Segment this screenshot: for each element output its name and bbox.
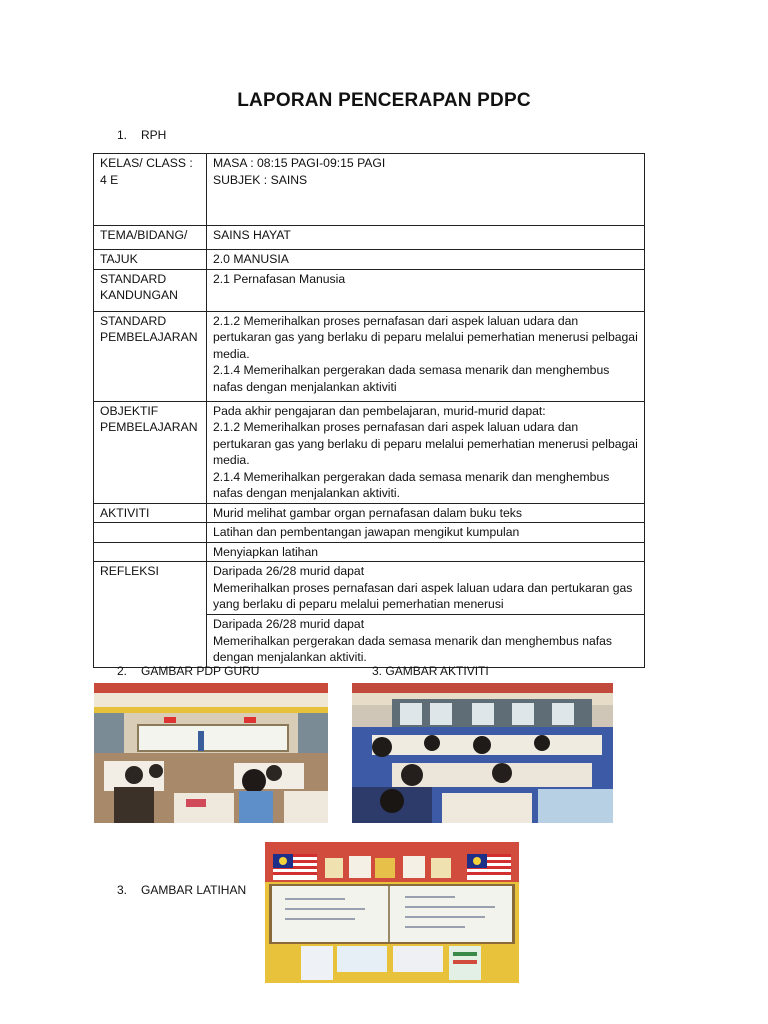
- sk-label-cell: [94, 269, 207, 311]
- refleksi-value: Memerihalkan pergerakan dada semasa menarik dan menghembus nafas dengan menjalankan aktiviti.: [213, 633, 613, 664]
- table-row: [94, 562, 645, 615]
- empty-cell: [94, 542, 207, 562]
- op-value-cell: [207, 401, 645, 503]
- refleksi-value: Daripada 26/28 murid dapat: [213, 617, 365, 631]
- tajuk-label: TAJUK: [94, 250, 207, 270]
- section-number: 2.: [117, 664, 128, 678]
- aktiviti-item: Menyiapkan latihan: [207, 542, 645, 562]
- refleksi-cell: [207, 562, 645, 615]
- sp-value: 2.1.2 Memerihalkan proses pernafasan dari aspek laluan udara dan pertukaran gas yang berlaku di peparu melalui pemerhatian menerusi pelbagai media.: [213, 313, 638, 361]
- kelas-label-cell: [94, 154, 207, 226]
- refleksi-value: Daripada 26/28 murid dapat: [213, 564, 365, 578]
- table-row: [94, 542, 645, 562]
- op-value: Pada akhir pengajaran dan pembelajaran, murid-murid dapat:: [213, 403, 546, 418]
- sk-label: KANDUNGAN: [100, 288, 178, 302]
- op-label: PEMBELAJARAN: [100, 420, 198, 434]
- table-row: [94, 250, 645, 270]
- masa-cell: [207, 154, 645, 226]
- section-label: GAMBAR AKTIVITI: [385, 664, 489, 678]
- sp-label-cell: [94, 311, 207, 401]
- table-row: [94, 269, 645, 311]
- sk-value: 2.1 Pernafasan Manusia: [207, 269, 645, 311]
- classroom-photo-activity: [352, 683, 613, 823]
- aktiviti-label: AKTIVITI: [94, 503, 207, 523]
- table-row: [94, 401, 645, 503]
- page-title: LAPORAN PENCERAPAN PDPC: [237, 90, 531, 111]
- sp-value-cell: [207, 311, 645, 401]
- table-row: [94, 226, 645, 250]
- table-row: [94, 154, 645, 226]
- op-value: 2.1.2 Memerihalkan proses pernafasan dari aspek laluan udara dan pertukaran gas yang berlaku di peparu melalui pemerhatian menerusi pelbagai media.: [213, 420, 638, 467]
- whiteboard-photo: [265, 842, 519, 983]
- op-value: 2.1.4 Memerihalkan pergerakan dada semasa menarik dan menghembus nafas dengan menjalankan aktiviti.: [213, 469, 610, 500]
- section-label: GAMBAR LATIHAN: [141, 883, 247, 897]
- sp-label: STANDARD: [100, 313, 167, 328]
- empty-cell: [94, 523, 207, 543]
- kelas-label: KELAS/ CLASS :: [100, 156, 193, 170]
- section-gambar-aktiviti: [372, 664, 489, 678]
- tema-label: TEMA/BIDANG/: [94, 226, 207, 250]
- aktiviti-item: Latihan dan pembentangan jawapan mengikut kumpulan: [207, 523, 645, 543]
- section-number: 1.: [117, 128, 128, 142]
- rph-table: [93, 153, 645, 668]
- section-rph: [117, 128, 166, 142]
- table-row: [94, 311, 645, 401]
- tema-value: SAINS HAYAT: [207, 226, 645, 250]
- section-gambar-guru: [117, 664, 259, 678]
- sp-label: PEMBELAJARAN: [100, 330, 198, 344]
- subjek-value: SUBJEK : SAINS: [213, 172, 308, 187]
- op-label: OBJEKTIF: [100, 403, 159, 418]
- op-label-cell: [94, 401, 207, 503]
- section-label: GAMBAR PDP GURU: [141, 664, 260, 678]
- refleksi-value: Memerihalkan proses pernafasan dari aspek laluan udara dan pertukaran gas yang berlaku di peparu melalui pemerhatian menerusi: [213, 580, 633, 611]
- section-number: 3.: [372, 664, 383, 678]
- sk-label: STANDARD: [100, 271, 167, 286]
- refleksi-cell: [207, 615, 645, 668]
- section-label: RPH: [141, 128, 167, 142]
- classroom-photo-teacher: [94, 683, 328, 823]
- masa-value: MASA : 08:15 PAGI-09:15 PAGI: [213, 156, 386, 170]
- kelas-value: 4 E: [100, 172, 119, 187]
- refleksi-label: REFLEKSI: [94, 562, 207, 668]
- table-row: [94, 503, 645, 523]
- section-number: 3.: [117, 883, 128, 897]
- sp-value: 2.1.4 Memerihalkan pergerakan dada semasa menarik dan menghembus nafas dengan menjalankan aktiviti: [213, 363, 610, 394]
- aktiviti-item: Murid melihat gambar organ pernafasan dalam buku teks: [207, 503, 645, 523]
- section-gambar-latihan: [117, 883, 246, 897]
- tajuk-value: 2.0 MANUSIA: [207, 250, 645, 270]
- table-row: [94, 523, 645, 543]
